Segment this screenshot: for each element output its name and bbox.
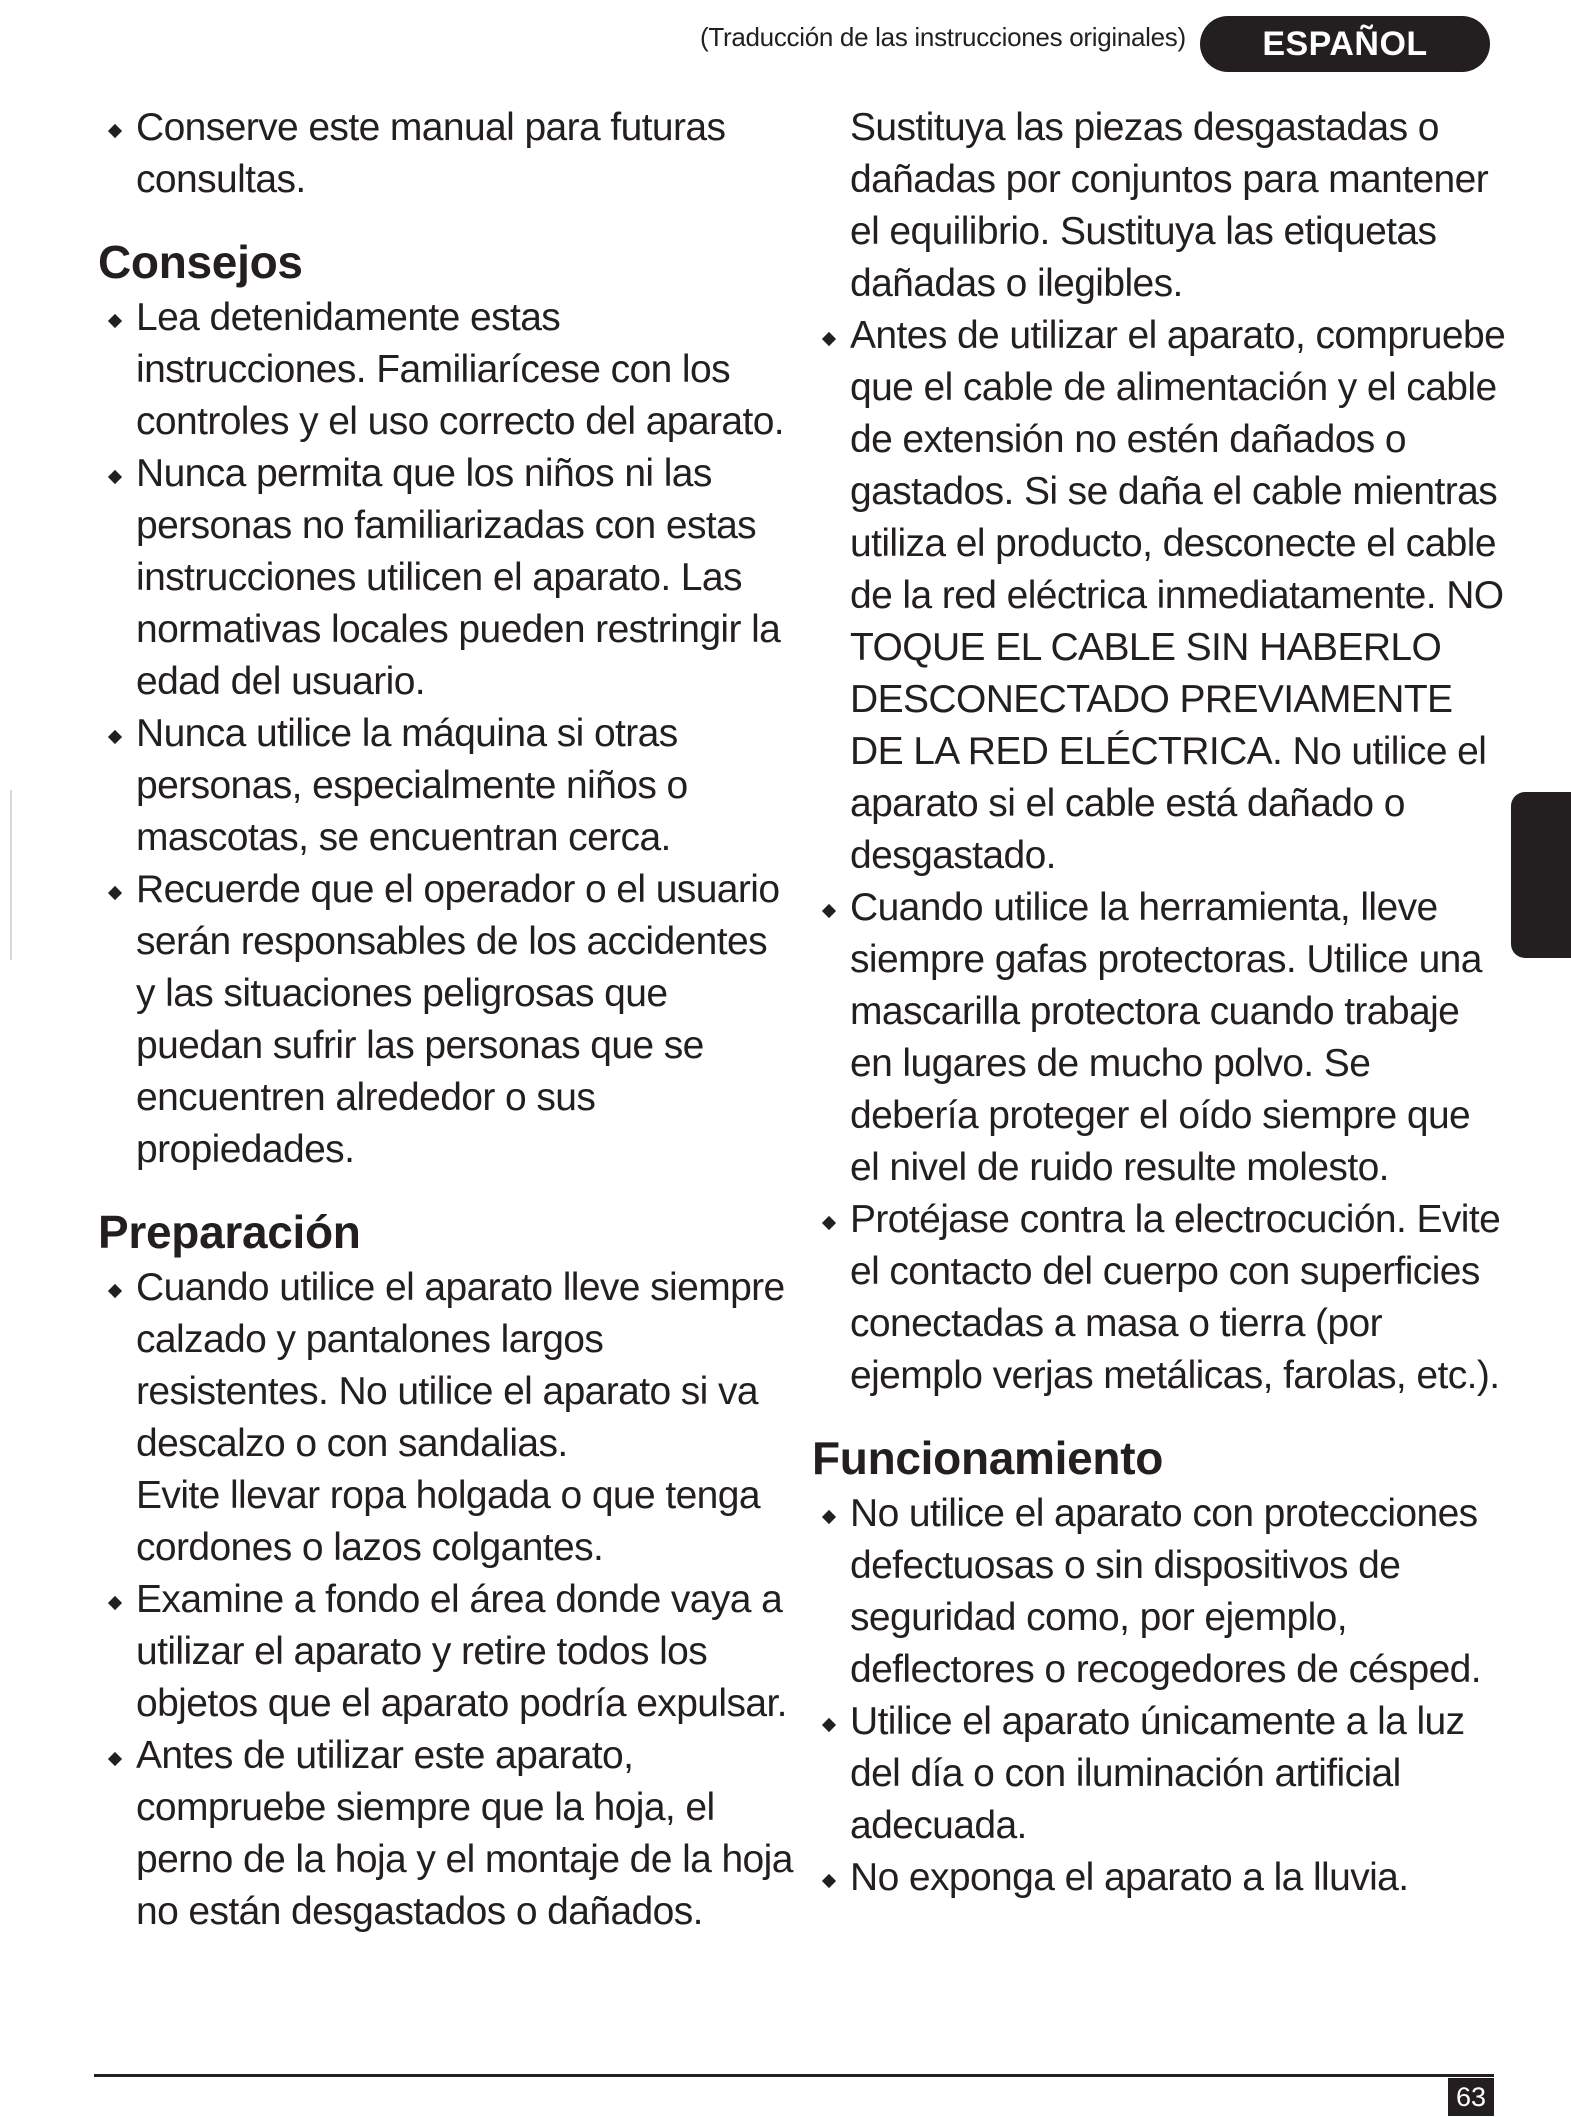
bullet-item (808, 1852, 1508, 1904)
bullet-item (94, 448, 794, 708)
bullet-text: No exponga el aparato a la lluvia. (850, 1856, 1409, 1899)
diamond-bullet-icon (108, 1596, 122, 1610)
bullet-text: No utilice el aparato con protecciones defectuosas o sin dispositivos de seguridad como, por ejemplo, deflectores o recogedores de césped. (850, 1492, 1481, 1691)
diamond-bullet-icon (108, 314, 122, 328)
page-number: 63 (1448, 2078, 1494, 2116)
bullet-item (808, 882, 1508, 1194)
diamond-bullet-icon (822, 332, 836, 346)
bullet-item (808, 1488, 1508, 1696)
bullet-item (94, 1730, 794, 1938)
diamond-bullet-icon (108, 886, 122, 900)
diamond-bullet-icon (108, 470, 122, 484)
diamond-bullet-icon (108, 730, 122, 744)
diamond-bullet-icon (108, 1752, 122, 1766)
section-side-tab (1511, 792, 1571, 958)
bullet-item (94, 708, 794, 864)
section-heading-consejos: Consejos (98, 236, 303, 288)
footer-rule (94, 2074, 1494, 2077)
diamond-bullet-icon (822, 1216, 836, 1230)
bullet-continuation: Evite llevar ropa holgada o que tenga cordones o lazos colgantes. (136, 1474, 760, 1569)
section-heading-preparacion: Preparación (98, 1206, 361, 1258)
section-heading-funcionamiento: Funcionamiento (812, 1432, 1164, 1484)
bullet-text: Nunca utilice la máquina si otras personas, especialmente niños o mascotas, se encuentran cerca. (136, 712, 688, 859)
diamond-bullet-icon (822, 904, 836, 918)
bullet-item (808, 1194, 1508, 1402)
bullet-text: Antes de utilizar este aparato, compruebe siempre que la hoja, el perno de la hoja y el montaje de la hoja no están desgastados o dañados. (136, 1734, 793, 1933)
bullet-continuation: Sustituya las piezas desgastadas o dañadas por conjuntos para mantener el equilibrio. Sustituya las etiquetas dañadas o ilegibles. (850, 106, 1489, 305)
left-margin-rule (10, 790, 12, 960)
bullet-text: Recuerde que el operador o el usuario serán responsables de los accidentes y las situaciones peligrosas que puedan sufrir las personas que se encuentren alrededor o sus propiedades. (136, 868, 780, 1171)
diamond-bullet-icon (108, 124, 122, 138)
bullet-text: Cuando utilice la herramienta, lleve siempre gafas protectoras. Utilice una mascarilla protectora cuando trabaje en lugares de mucho polvo. Se debería proteger el oído siempre que el nivel de ruido resulte molesto. (850, 886, 1482, 1189)
diamond-bullet-icon (822, 1718, 836, 1732)
language-badge: ESPAÑOL (1200, 16, 1490, 72)
bullet-item (94, 1262, 794, 1470)
bullet-text: Cuando utilice el aparato lleve siempre calzado y pantalones largos resistentes. No utilice el aparato si va descalzo o con sandalias. (136, 1266, 785, 1465)
diamond-bullet-icon (108, 1284, 122, 1298)
bullet-item (94, 292, 794, 448)
bullet-text: Conserve este manual para futuras consultas. (136, 106, 726, 201)
bullet-text: Lea detenidamente estas instrucciones. Familiarícese con los controles y el uso correcto del aparato. (136, 296, 785, 443)
bullet-item (808, 310, 1508, 882)
bullet-text: Utilice el aparato únicamente a la luz del día o con iluminación artificial adecuada. (850, 1700, 1465, 1847)
bullet-text: Antes de utilizar el aparato, compruebe que el cable de alimentación y el cable de extensión no estén dañados o gastados. Si se daña el cable mientras utiliza el producto, desconecte el cable de la red eléctrica inmediatamente. NO TOQUE EL CABLE SIN HABERLO DESCONECTADO PREVIAMENTE DE LA RED ELÉCTRICA. No utilice el aparato si el cable está dañado o desgastado. (850, 314, 1506, 877)
bullet-item (94, 1574, 794, 1730)
bullet-item (94, 864, 794, 1176)
bullet-item (94, 102, 794, 206)
header-caption: (Traducción de las instrucciones originales) (700, 22, 1186, 52)
diamond-bullet-icon (822, 1874, 836, 1888)
bullet-item (808, 1696, 1508, 1852)
diamond-bullet-icon (822, 1510, 836, 1524)
bullet-text: Nunca permita que los niños ni las personas no familiarizadas con estas instrucciones utilicen el aparato. Las normativas locales pueden restringir la edad del usuario. (136, 452, 781, 703)
bullet-text: Examine a fondo el área donde vaya a utilizar el aparato y retire todos los objetos que el aparato podría expulsar. (136, 1578, 787, 1725)
right-column (808, 102, 1508, 1904)
bullet-text: Protéjase contra la electrocución. Evite el contacto del cuerpo con superficies conectadas a masa o tierra (por ejemplo verjas metálicas, farolas, etc.). (850, 1198, 1501, 1397)
left-column (94, 102, 794, 1938)
